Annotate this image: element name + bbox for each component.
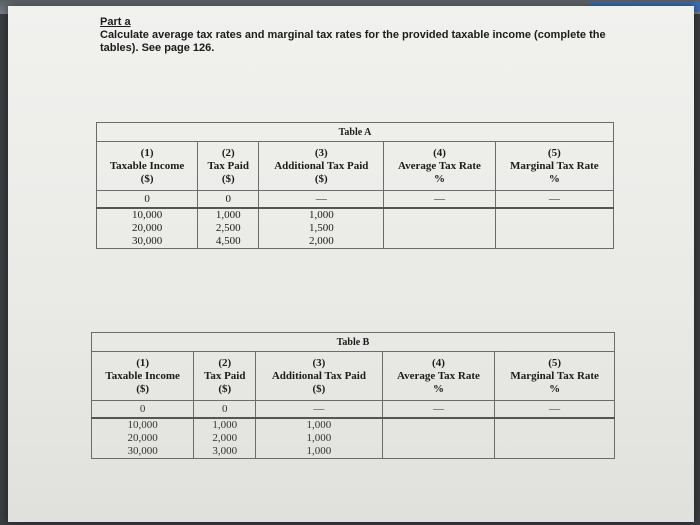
table-a-title: Table A — [97, 123, 614, 142]
table-cell: — — [495, 401, 615, 419]
table-cell: 1,000 — [256, 432, 382, 445]
table-cell: 2,000 — [259, 235, 384, 249]
table-a-col-5: (5) Marginal Tax Rate % — [495, 142, 613, 191]
table-cell: 0 — [92, 401, 194, 419]
table-cell: 2,000 — [194, 432, 256, 445]
table-a-col-2: (2) Tax Paid ($) — [198, 142, 259, 191]
table-row — [92, 401, 615, 419]
worksheet-header — [100, 16, 640, 55]
table-cell: 1,000 — [259, 208, 384, 222]
table-cell — [495, 418, 615, 432]
table-row — [97, 222, 614, 235]
table-row — [92, 418, 615, 432]
table-b-col-3: (3) Additional Tax Paid ($) — [256, 352, 382, 401]
table-a-col-1: (1) Taxable Income ($) — [97, 142, 198, 191]
table-cell: 4,500 — [198, 235, 259, 249]
table-cell — [495, 445, 615, 459]
table-cell: — — [259, 191, 384, 209]
table-b — [91, 332, 615, 459]
table-cell: — — [384, 191, 495, 209]
table-cell: 10,000 — [97, 208, 198, 222]
table-cell — [384, 222, 495, 235]
table-b-col-1: (1) Taxable Income ($) — [92, 352, 194, 401]
table-cell — [382, 418, 495, 432]
table-row — [97, 191, 614, 209]
table-cell: — — [382, 401, 495, 419]
table-a-col-4: (4) Average Tax Rate % — [384, 142, 495, 191]
table-cell: 0 — [198, 191, 259, 209]
table-cell: 3,000 — [194, 445, 256, 459]
part-label: Part a — [100, 16, 131, 28]
table-cell: 10,000 — [92, 418, 194, 432]
table-cell — [495, 222, 613, 235]
table-row — [97, 235, 614, 249]
table-cell: 20,000 — [97, 222, 198, 235]
table-cell — [384, 208, 495, 222]
table-cell: 1,000 — [256, 418, 382, 432]
table-b-col-5: (5) Marginal Tax Rate % — [495, 352, 615, 401]
table-b-col-2: (2) Tax Paid ($) — [194, 352, 256, 401]
table-a — [96, 122, 614, 249]
table-cell: — — [495, 191, 613, 209]
table-cell: 1,000 — [198, 208, 259, 222]
table-cell — [382, 432, 495, 445]
table-cell — [382, 445, 495, 459]
table-cell: 20,000 — [92, 432, 194, 445]
table-row — [92, 432, 615, 445]
table-cell: 1,500 — [259, 222, 384, 235]
table-cell: 0 — [97, 191, 198, 209]
table-cell: 30,000 — [92, 445, 194, 459]
table-cell: — — [256, 401, 382, 419]
table-cell: 0 — [194, 401, 256, 419]
table-row — [92, 445, 615, 459]
instructions-text: Calculate average tax rates and marginal tax rates for the provided taxable income (complete the tables). See page 126. — [100, 29, 606, 54]
table-cell: 2,500 — [198, 222, 259, 235]
table-cell — [495, 235, 613, 249]
table-cell: 1,000 — [194, 418, 256, 432]
table-a-col-3: (3) Additional Tax Paid ($) — [259, 142, 384, 191]
table-cell: 1,000 — [256, 445, 382, 459]
table-cell: 30,000 — [97, 235, 198, 249]
table-cell — [384, 235, 495, 249]
table-b-title: Table B — [92, 333, 615, 352]
table-cell — [495, 208, 613, 222]
table-cell — [495, 432, 615, 445]
table-b-col-4: (4) Average Tax Rate % — [382, 352, 495, 401]
table-row — [97, 208, 614, 222]
